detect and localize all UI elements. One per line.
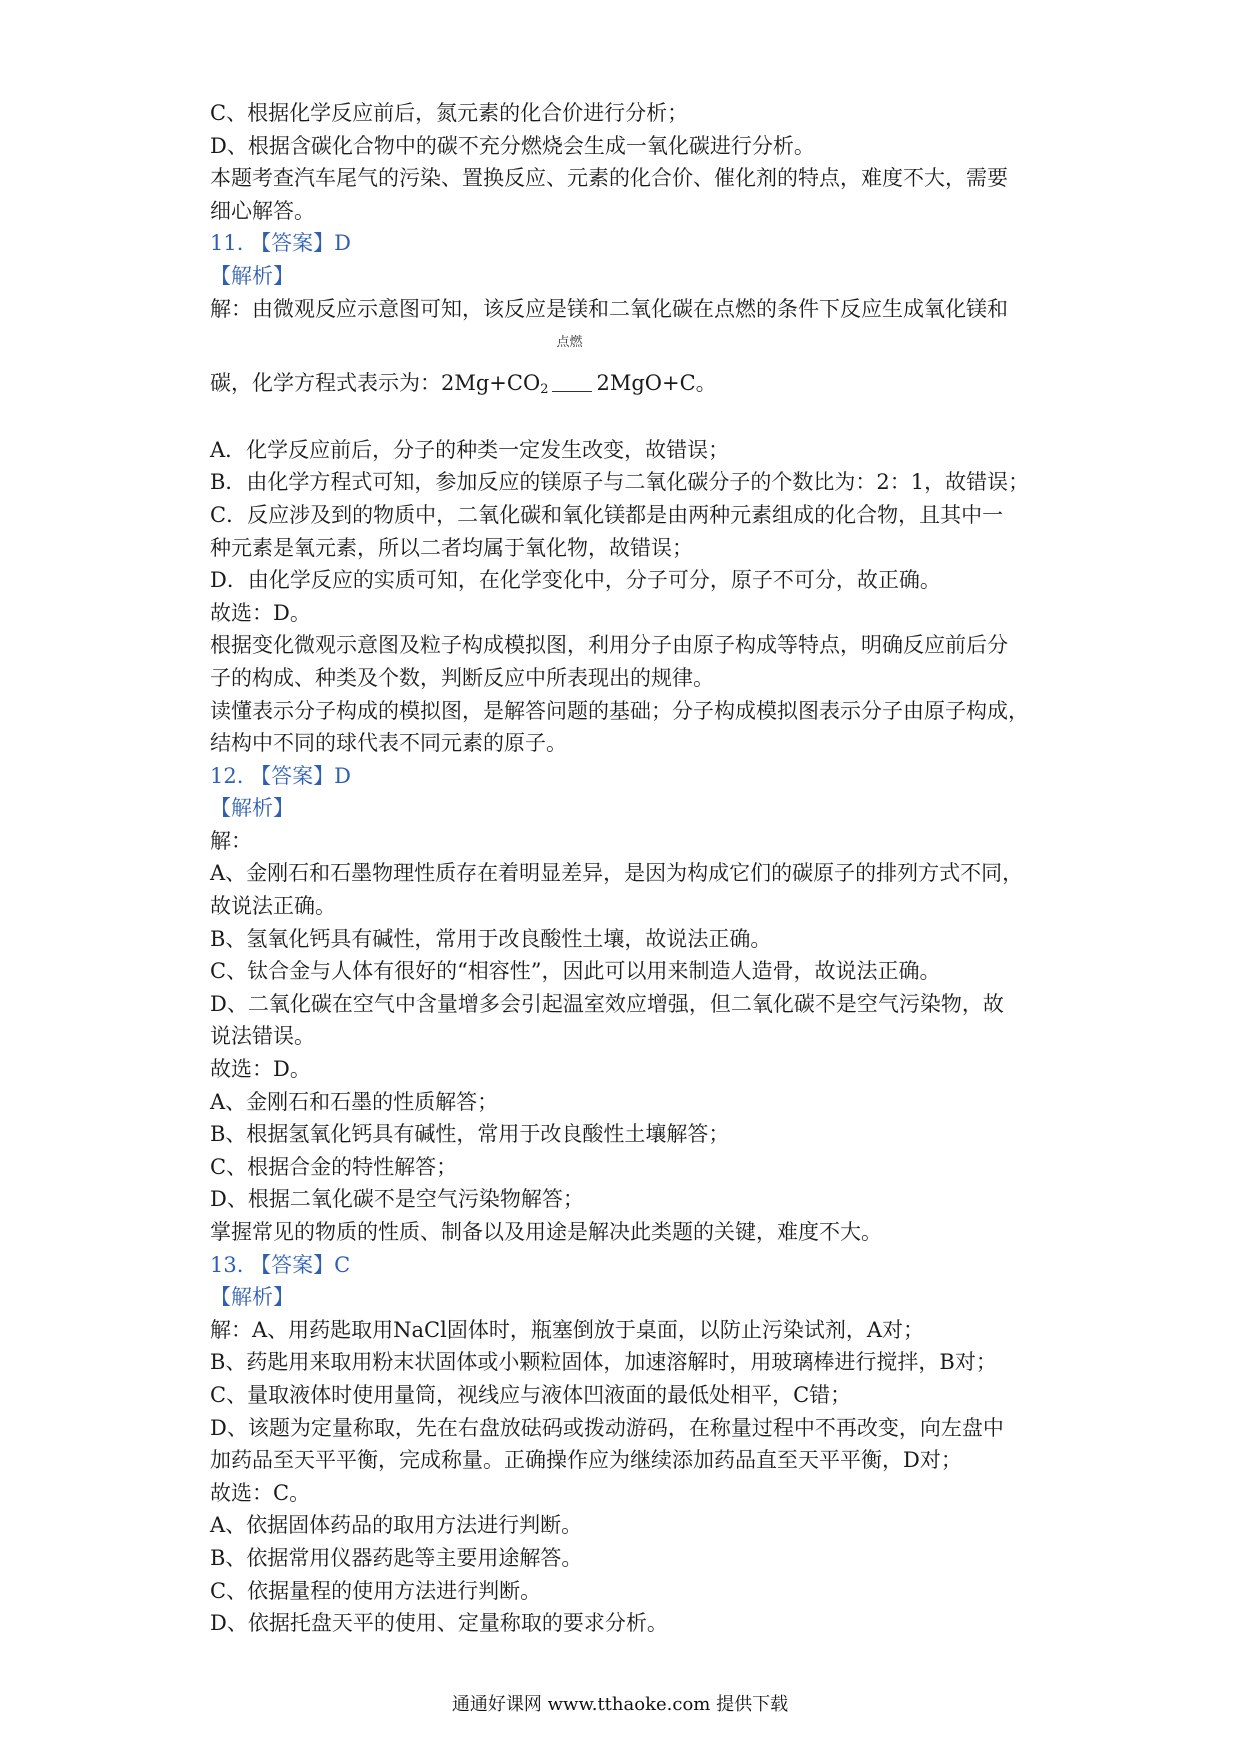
- text-line: A、依据固体药品的取用方法进行判断。: [210, 1513, 583, 1538]
- text-line: C、量取液体时使用量筒，视线应与液体凹液面的最低处相平，C错；: [210, 1382, 852, 1407]
- section-heading: 13. 【答案】C: [210, 1252, 351, 1277]
- text-line: D、根据二氧化碳不是空气污染物解答；: [210, 1187, 584, 1212]
- text-line: A．化学反应前后，分子的种类一定发生改变，故错误；: [210, 437, 730, 462]
- text-block-top: [210, 97, 1040, 325]
- reaction-condition: 点燃: [556, 335, 583, 351]
- text-line: D、根据含碳化合物中的碳不充分燃烧会生成一氧化碳进行分析。: [210, 133, 815, 158]
- spacer: [210, 325, 1040, 367]
- text-line: 故说法正确。: [210, 894, 336, 919]
- section-heading: 【解析】: [210, 1285, 294, 1310]
- text-line: C、钛合金与人体有很好的“相容性”，因此可以用来制造人造骨，故说法正确。: [210, 959, 941, 984]
- text-line: A、金刚石和石墨的性质解答；: [210, 1089, 499, 1114]
- text-line: D、依据托盘天平的使用、定量称取的要求分析。: [210, 1611, 668, 1636]
- page-footer: 通通好课网 www.tthaoke.com 提供下载: [451, 1694, 789, 1715]
- text-line: B、氢氧化钙具有碱性，常用于改良酸性土壤，故说法正确。: [210, 926, 772, 951]
- text-line: B、药匙用来取用粉末状固体或小颗粒固体，加速溶解时，用玻璃棒进行搅拌，B对；: [210, 1350, 997, 1375]
- text-block-bottom: [210, 434, 1040, 1640]
- text-line: B．由化学方程式可知，参加反应的镁原子与二氧化碳分子的个数比为：2：1，故错误；: [210, 470, 1030, 495]
- text-line: A、金刚石和石墨物理性质存在着明显差异，是因为构成它们的碳原子的排列方式不同，: [210, 861, 1024, 886]
- text-line: 本题考查汽车尾气的污染、置换反应、元素的化合价、催化剂的特点，难度不大，需要: [210, 166, 1008, 191]
- section-heading: 12. 【答案】D: [210, 763, 351, 788]
- section-heading: 【解析】: [210, 796, 294, 821]
- text-line: 解：: [210, 828, 252, 853]
- text-line: C、根据化学反应前后，氮元素的化合价进行分析；: [210, 101, 689, 125]
- text-line: 加药品至天平平衡，完成称量。正确操作应为继续添加药品直至天平平衡，D对；: [210, 1448, 962, 1473]
- text-line: 掌握常见的物质的性质、制备以及用途是解决此类题的关键，难度不大。: [210, 1220, 882, 1244]
- text-line: D、该题为定量称取，先在右盘放砝码或拨动游码，在称量过程中不再改变，向左盘中: [210, 1415, 1004, 1440]
- equation-prefix: 碳，化学方程式表示为：2Mg+CO: [210, 371, 541, 396]
- equation-suffix: 2MgO+C。: [596, 371, 717, 396]
- text-line: 结构中不同的球代表不同元素的原子。: [210, 731, 567, 756]
- text-line: 故选：C。: [210, 1480, 311, 1505]
- text-line: 故选：D。: [210, 600, 311, 625]
- text-line: 细心解答。: [210, 198, 315, 223]
- text-line: 故选：D。: [210, 1057, 311, 1082]
- text-line: B、根据氢氧化钙具有碱性，常用于改良酸性土壤解答；: [210, 1122, 730, 1147]
- text-line: C、依据量程的使用方法进行判断。: [210, 1578, 542, 1603]
- text-line: 读懂表示分子构成的模拟图，是解答问题的基础；分子构成模拟图表示分子由原子构成，: [210, 698, 1029, 723]
- chemical-equation-line: [210, 335, 1040, 400]
- equation-arrow-line: [552, 391, 592, 392]
- text-line: D．由化学反应的实质可知，在化学变化中，分子可分，原子不可分，故正确。: [210, 568, 941, 593]
- equation-subscript: 2: [540, 382, 549, 398]
- text-line: 解：A、用药匙取用NaCl固体时，瓶塞倒放于桌面，以防止污染试剂，A对；: [210, 1317, 925, 1342]
- section-heading: 【解析】: [210, 263, 294, 288]
- text-line: 种元素是氧元素，所以二者均属于氧化物，故错误；: [210, 535, 693, 560]
- section-heading: 11. 【答案】D: [210, 231, 351, 256]
- text-line: D、二氧化碳在空气中含量增多会引起温室效应增强，但二氧化碳不是空气污染物，故: [210, 991, 1004, 1016]
- text-line: 根据变化微观示意图及粒子构成模拟图，利用分子由原子构成等特点，明确反应前后分: [210, 633, 1008, 658]
- text-line: C、根据合金的特性解答；: [210, 1154, 458, 1179]
- text-line: C．反应涉及到的物质中，二氧化碳和氧化镁都是由两种元素组成的化合物，且其中一: [210, 502, 1004, 527]
- spacer: [210, 400, 1040, 434]
- text-line: B、依据常用仪器药匙等主要用途解答。: [210, 1545, 583, 1570]
- text-line: 子的构成、种类及个数，判断反应中所表现出的规律。: [210, 665, 714, 690]
- text-line: 解：由微观反应示意图可知，该反应是镁和二氧化碳在点燃的条件下反应生成氧化镁和: [210, 296, 1008, 321]
- text-line: 说法错误。: [210, 1024, 315, 1049]
- document-body: [210, 97, 1040, 1640]
